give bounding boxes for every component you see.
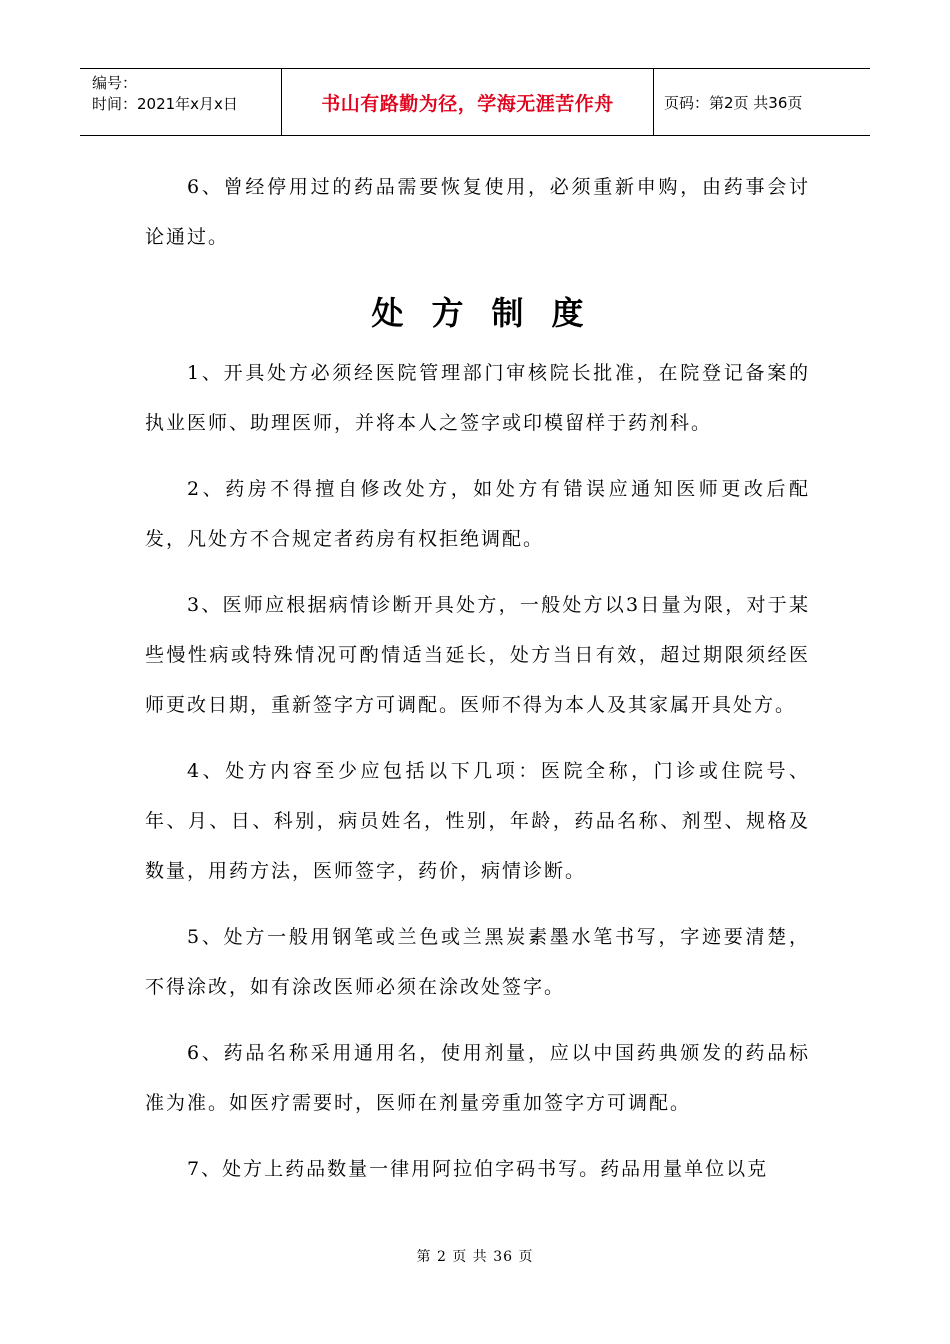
header-page-code: 页码：第2页 共36页 (664, 93, 803, 112)
list-item: 5、处方一般用钢笔或兰色或兰黑炭素墨水笔书写，字迹要清楚，不得涂改，如有涂改医师必须在涂改处签字。 (145, 926, 810, 998)
intro-paragraph: 6、曾经停用过的药品需要恢复使用，必须重新申购，由药事会讨论通过。 (145, 176, 810, 248)
document-body (145, 162, 810, 1210)
list-item: 6、药品名称采用通用名，使用剂量，应以中国药典颁发的药品标准为准。如医疗需要时，医师在剂量旁重加签字方可调配。 (145, 1042, 810, 1114)
page-footer: 第 2 页 共 36 页 (416, 1249, 534, 1265)
section-title: 处方制度 (371, 294, 612, 332)
list-item: 2、药房不得擅自修改处方，如处方有错误应通知医师更改后配发，凡处方不合规定者药房有权拒绝调配。 (145, 478, 810, 550)
header-meta (80, 69, 282, 135)
number-label: 编号： (92, 74, 138, 92)
header-motto: 书山有路勤为径，学海无涯苦作舟 (282, 69, 654, 135)
time-label: 时间：2021年x月x日 (92, 95, 238, 113)
list-item: 4、处方内容至少应包括以下几项：医院全称，门诊或住院号、年、月、日、科别，病员姓名，性别，年龄，药品名称、剂型、规格及数量，用药方法，医师签字，药价，病情诊断。 (145, 760, 810, 882)
document-header (80, 68, 870, 136)
list-item: 3、医师应根据病情诊断开具处方，一般处方以3日量为限，对于某些慢性病或特殊情况可酌情适当延长，处方当日有效，超过期限须经医师更改日期，重新签字方可调配。医师不得为本人及其家属开具处方。 (145, 594, 810, 716)
list-item: 7、处方上药品数量一律用阿拉伯字码书写。药品用量单位以克 (187, 1158, 769, 1180)
list-item: 1、开具处方必须经医院管理部门审核院长批准，在院登记备案的执业医师、助理医师，并将本人之签字或印模留样于药剂科。 (145, 362, 810, 434)
